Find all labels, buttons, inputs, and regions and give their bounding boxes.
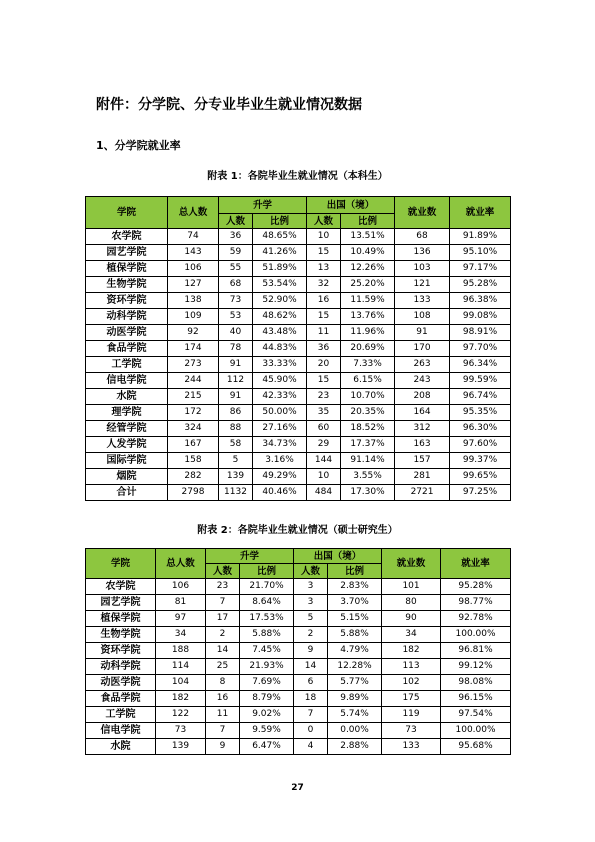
table2-master (85, 548, 511, 755)
cell-college: 生物学院 (86, 277, 168, 293)
cell-study-count: 59 (219, 245, 253, 261)
page-heading: 附件：分学院、分专业毕业生就业情况数据 (96, 97, 362, 113)
cell-abroad-count: 60 (307, 421, 341, 437)
table-row (86, 229, 511, 245)
cell-rate: 97.17% (450, 261, 511, 277)
cell-college: 理学院 (86, 405, 168, 421)
cell-study-ratio: 48.62% (253, 309, 307, 325)
cell-total: 109 (168, 309, 219, 325)
table-row (86, 261, 511, 277)
cell-abroad-count: 10 (307, 469, 341, 485)
cell-college: 动科学院 (86, 659, 156, 675)
cell-college: 动医学院 (86, 675, 156, 691)
table-row (86, 437, 511, 453)
cell-abroad-count: 16 (307, 293, 341, 309)
cell-abroad-ratio: 13.51% (341, 229, 395, 245)
cell-rate: 96.34% (450, 357, 511, 373)
cell-total: 104 (156, 675, 206, 691)
cell-college: 植保学院 (86, 261, 168, 277)
cell-employed: 243 (395, 373, 450, 389)
cell-total: 73 (156, 723, 206, 739)
table-row (86, 373, 511, 389)
cell-total: 182 (156, 691, 206, 707)
header-study-count: 人数 (219, 214, 253, 229)
cell-employed: 108 (395, 309, 450, 325)
cell-total: 81 (156, 595, 206, 611)
cell-employed: 101 (382, 579, 441, 595)
cell-study-count: 7 (206, 595, 240, 611)
cell-total: 143 (168, 245, 219, 261)
cell-employed: 80 (382, 595, 441, 611)
cell-study-ratio: 5.88% (240, 627, 294, 643)
cell-rate: 97.70% (450, 341, 511, 357)
cell-college: 信电学院 (86, 373, 168, 389)
cell-abroad-ratio: 0.00% (328, 723, 382, 739)
cell-total: 215 (168, 389, 219, 405)
cell-total: 172 (168, 405, 219, 421)
cell-study-count: 139 (219, 469, 253, 485)
table-row (86, 421, 511, 437)
header-rate: 就业率 (450, 197, 511, 229)
table-row (86, 325, 511, 341)
cell-study-count: 9 (206, 739, 240, 755)
cell-rate: 100.00% (441, 723, 511, 739)
cell-employed: 312 (395, 421, 450, 437)
cell-rate: 96.81% (441, 643, 511, 659)
cell-rate: 95.68% (441, 739, 511, 755)
cell-college: 资环学院 (86, 293, 168, 309)
cell-study-ratio: 9.02% (240, 707, 294, 723)
header-abroad-count: 人数 (307, 214, 341, 229)
cell-abroad-count: 36 (307, 341, 341, 357)
cell-employed: 164 (395, 405, 450, 421)
table-row (86, 293, 511, 309)
cell-rate: 99.59% (450, 373, 511, 389)
cell-college: 生物学院 (86, 627, 156, 643)
header-abroad-ratio: 比例 (341, 214, 395, 229)
cell-abroad-count: 4 (294, 739, 328, 755)
cell-abroad-ratio: 6.15% (341, 373, 395, 389)
cell-study-count: 53 (219, 309, 253, 325)
cell-study-count: 36 (219, 229, 253, 245)
cell-employed: 102 (382, 675, 441, 691)
table-row (86, 405, 511, 421)
cell-rate: 95.10% (450, 245, 511, 261)
cell-abroad-ratio: 13.76% (341, 309, 395, 325)
cell-study-ratio: 51.89% (253, 261, 307, 277)
table-row (86, 707, 511, 723)
cell-study-ratio: 41.26% (253, 245, 307, 261)
cell-college: 信电学院 (86, 723, 156, 739)
cell-study-ratio: 49.29% (253, 469, 307, 485)
header-total: 总人数 (168, 197, 219, 229)
cell-college: 植保学院 (86, 611, 156, 627)
cell-abroad-ratio: 12.26% (341, 261, 395, 277)
cell-total: 244 (168, 373, 219, 389)
cell-employed: 103 (395, 261, 450, 277)
table-row (86, 723, 511, 739)
cell-abroad-ratio: 91.14% (341, 453, 395, 469)
header-total: 总人数 (156, 549, 206, 579)
cell-employed: 133 (395, 293, 450, 309)
cell-college: 水院 (86, 739, 156, 755)
cell-study-count: 14 (206, 643, 240, 659)
cell-total: 127 (168, 277, 219, 293)
cell-rate: 99.08% (450, 309, 511, 325)
header-further-study: 升学 (219, 197, 307, 214)
cell-total: 139 (156, 739, 206, 755)
cell-total: 158 (168, 453, 219, 469)
cell-abroad-ratio: 7.33% (341, 357, 395, 373)
cell-abroad-ratio: 11.59% (341, 293, 395, 309)
cell-abroad-ratio: 17.37% (341, 437, 395, 453)
table1-caption: 附表 1：各院毕业生就业情况（本科生） (207, 171, 388, 182)
cell-study-ratio: 44.83% (253, 341, 307, 357)
cell-employed: 2721 (395, 485, 450, 501)
cell-total: 273 (168, 357, 219, 373)
cell-rate: 92.78% (441, 611, 511, 627)
cell-abroad-ratio: 10.49% (341, 245, 395, 261)
header-college: 学院 (86, 197, 168, 229)
cell-total: 188 (156, 643, 206, 659)
cell-study-ratio: 6.47% (240, 739, 294, 755)
cell-college: 动科学院 (86, 309, 168, 325)
cell-study-ratio: 8.79% (240, 691, 294, 707)
cell-abroad-count: 20 (307, 357, 341, 373)
cell-abroad-ratio: 11.96% (341, 325, 395, 341)
cell-rate: 91.89% (450, 229, 511, 245)
cell-abroad-count: 15 (307, 373, 341, 389)
cell-study-count: 5 (219, 453, 253, 469)
cell-study-ratio: 33.33% (253, 357, 307, 373)
cell-employed: 163 (395, 437, 450, 453)
cell-study-count: 55 (219, 261, 253, 277)
cell-rate: 99.65% (450, 469, 511, 485)
cell-study-ratio: 9.59% (240, 723, 294, 739)
cell-abroad-count: 0 (294, 723, 328, 739)
header-rate: 就业率 (441, 549, 511, 579)
cell-college: 人发学院 (86, 437, 168, 453)
cell-abroad-count: 23 (307, 389, 341, 405)
cell-rate: 98.91% (450, 325, 511, 341)
cell-abroad-ratio: 5.77% (328, 675, 382, 691)
table-row (86, 277, 511, 293)
cell-abroad-count: 7 (294, 707, 328, 723)
cell-abroad-ratio: 25.20% (341, 277, 395, 293)
table-row (86, 469, 511, 485)
cell-college: 经管学院 (86, 421, 168, 437)
cell-total: 106 (156, 579, 206, 595)
page-number: 27 (291, 783, 304, 793)
cell-employed: 157 (395, 453, 450, 469)
cell-study-count: 78 (219, 341, 253, 357)
cell-abroad-ratio: 2.83% (328, 579, 382, 595)
header-college: 学院 (86, 549, 156, 579)
cell-abroad-count: 3 (294, 579, 328, 595)
cell-employed: 91 (395, 325, 450, 341)
cell-college: 农学院 (86, 229, 168, 245)
cell-abroad-ratio: 5.88% (328, 627, 382, 643)
cell-college: 工学院 (86, 707, 156, 723)
cell-study-ratio: 7.45% (240, 643, 294, 659)
cell-total: 97 (156, 611, 206, 627)
header-abroad-count: 人数 (294, 564, 328, 579)
cell-study-count: 86 (219, 405, 253, 421)
cell-employed: 263 (395, 357, 450, 373)
cell-college: 动医学院 (86, 325, 168, 341)
cell-total: 74 (168, 229, 219, 245)
cell-college: 水院 (86, 389, 168, 405)
cell-rate: 98.77% (441, 595, 511, 611)
cell-study-count: 16 (206, 691, 240, 707)
header-study-ratio: 比例 (253, 214, 307, 229)
cell-total: 138 (168, 293, 219, 309)
cell-abroad-count: 144 (307, 453, 341, 469)
cell-employed: 113 (382, 659, 441, 675)
cell-rate: 95.35% (450, 405, 511, 421)
table-row (86, 579, 511, 595)
cell-study-ratio: 52.90% (253, 293, 307, 309)
cell-abroad-ratio: 5.15% (328, 611, 382, 627)
cell-study-count: 91 (219, 389, 253, 405)
cell-study-ratio: 42.33% (253, 389, 307, 405)
header-abroad: 出国（境） (307, 197, 395, 214)
cell-study-count: 25 (206, 659, 240, 675)
table-row (86, 389, 511, 405)
cell-college: 国际学院 (86, 453, 168, 469)
cell-study-count: 7 (206, 723, 240, 739)
cell-college: 食品学院 (86, 691, 156, 707)
cell-study-ratio: 7.69% (240, 675, 294, 691)
cell-study-count: 40 (219, 325, 253, 341)
cell-study-ratio: 40.46% (253, 485, 307, 501)
cell-abroad-ratio: 12.28% (328, 659, 382, 675)
header-abroad-ratio: 比例 (328, 564, 382, 579)
cell-study-ratio: 34.73% (253, 437, 307, 453)
cell-abroad-ratio: 20.69% (341, 341, 395, 357)
cell-employed: 68 (395, 229, 450, 245)
cell-abroad-ratio: 9.89% (328, 691, 382, 707)
cell-total: 34 (156, 627, 206, 643)
cell-college: 食品学院 (86, 341, 168, 357)
cell-abroad-count: 15 (307, 245, 341, 261)
cell-employed: 133 (382, 739, 441, 755)
cell-abroad-ratio: 18.52% (341, 421, 395, 437)
cell-employed: 208 (395, 389, 450, 405)
cell-abroad-count: 29 (307, 437, 341, 453)
cell-abroad-count: 2 (294, 627, 328, 643)
cell-abroad-count: 9 (294, 643, 328, 659)
header-study-ratio: 比例 (240, 564, 294, 579)
cell-total: 167 (168, 437, 219, 453)
cell-study-count: 58 (219, 437, 253, 453)
cell-rate: 97.25% (450, 485, 511, 501)
cell-study-ratio: 21.93% (240, 659, 294, 675)
table-row (86, 485, 511, 501)
header-study-count: 人数 (206, 564, 240, 579)
cell-study-ratio: 21.70% (240, 579, 294, 595)
cell-abroad-count: 6 (294, 675, 328, 691)
cell-rate: 100.00% (441, 627, 511, 643)
cell-abroad-count: 11 (307, 325, 341, 341)
cell-study-count: 88 (219, 421, 253, 437)
cell-study-ratio: 53.54% (253, 277, 307, 293)
cell-total: 2798 (168, 485, 219, 501)
table-row (86, 675, 511, 691)
cell-abroad-ratio: 17.30% (341, 485, 395, 501)
cell-abroad-ratio: 10.70% (341, 389, 395, 405)
cell-abroad-count: 15 (307, 309, 341, 325)
cell-study-count: 11 (206, 707, 240, 723)
cell-study-ratio: 8.64% (240, 595, 294, 611)
cell-rate: 95.28% (450, 277, 511, 293)
table-row (86, 453, 511, 469)
cell-study-count: 8 (206, 675, 240, 691)
table1-body (86, 229, 511, 501)
cell-college: 工学院 (86, 357, 168, 373)
table-row (86, 739, 511, 755)
cell-abroad-count: 3 (294, 595, 328, 611)
cell-study-count: 112 (219, 373, 253, 389)
cell-rate: 97.54% (441, 707, 511, 723)
cell-rate: 98.08% (441, 675, 511, 691)
cell-employed: 90 (382, 611, 441, 627)
cell-study-ratio: 50.00% (253, 405, 307, 421)
cell-employed: 73 (382, 723, 441, 739)
table2-body (86, 579, 511, 755)
cell-employed: 34 (382, 627, 441, 643)
cell-study-count: 91 (219, 357, 253, 373)
cell-study-ratio: 17.53% (240, 611, 294, 627)
cell-total: 106 (168, 261, 219, 277)
cell-college: 园艺学院 (86, 245, 168, 261)
table-row (86, 691, 511, 707)
section-title: 1、分学院就业率 (96, 139, 181, 152)
cell-abroad-count: 5 (294, 611, 328, 627)
cell-study-count: 73 (219, 293, 253, 309)
cell-abroad-count: 35 (307, 405, 341, 421)
cell-study-count: 68 (219, 277, 253, 293)
cell-employed: 136 (395, 245, 450, 261)
cell-abroad-count: 484 (307, 485, 341, 501)
table-row (86, 643, 511, 659)
cell-study-ratio: 3.16% (253, 453, 307, 469)
cell-college: 合计 (86, 485, 168, 501)
header-abroad: 出国（境） (294, 549, 382, 564)
cell-total: 174 (168, 341, 219, 357)
header-employed: 就业数 (395, 197, 450, 229)
cell-employed: 170 (395, 341, 450, 357)
header-further-study: 升学 (206, 549, 294, 564)
cell-abroad-ratio: 5.74% (328, 707, 382, 723)
table-row (86, 611, 511, 627)
cell-college: 资环学院 (86, 643, 156, 659)
table-row (86, 309, 511, 325)
cell-abroad-ratio: 20.35% (341, 405, 395, 421)
cell-study-count: 2 (206, 627, 240, 643)
cell-rate: 97.60% (450, 437, 511, 453)
cell-rate: 99.12% (441, 659, 511, 675)
cell-rate: 96.15% (441, 691, 511, 707)
cell-employed: 119 (382, 707, 441, 723)
cell-employed: 175 (382, 691, 441, 707)
cell-abroad-count: 13 (307, 261, 341, 277)
cell-study-ratio: 27.16% (253, 421, 307, 437)
cell-abroad-ratio: 4.79% (328, 643, 382, 659)
cell-abroad-count: 10 (307, 229, 341, 245)
cell-total: 114 (156, 659, 206, 675)
cell-rate: 95.28% (441, 579, 511, 595)
cell-study-count: 1132 (219, 485, 253, 501)
cell-college: 园艺学院 (86, 595, 156, 611)
table-row (86, 627, 511, 643)
table-row (86, 659, 511, 675)
cell-total: 122 (156, 707, 206, 723)
cell-study-count: 23 (206, 579, 240, 595)
header-employed: 就业数 (382, 549, 441, 579)
table-row (86, 357, 511, 373)
cell-rate: 99.37% (450, 453, 511, 469)
cell-rate: 96.30% (450, 421, 511, 437)
cell-employed: 182 (382, 643, 441, 659)
cell-employed: 121 (395, 277, 450, 293)
cell-abroad-count: 32 (307, 277, 341, 293)
table-row (86, 595, 511, 611)
cell-college: 农学院 (86, 579, 156, 595)
cell-abroad-ratio: 3.70% (328, 595, 382, 611)
cell-abroad-ratio: 2.88% (328, 739, 382, 755)
cell-abroad-count: 18 (294, 691, 328, 707)
table2-caption: 附表 2：各院毕业生就业情况（硕士研究生） (197, 525, 398, 536)
cell-abroad-ratio: 3.55% (341, 469, 395, 485)
cell-abroad-count: 14 (294, 659, 328, 675)
cell-rate: 96.74% (450, 389, 511, 405)
cell-total: 282 (168, 469, 219, 485)
table-row (86, 341, 511, 357)
cell-study-count: 17 (206, 611, 240, 627)
table-row (86, 245, 511, 261)
cell-study-ratio: 45.90% (253, 373, 307, 389)
cell-total: 92 (168, 325, 219, 341)
cell-study-ratio: 48.65% (253, 229, 307, 245)
cell-rate: 96.38% (450, 293, 511, 309)
cell-college: 烟院 (86, 469, 168, 485)
cell-employed: 281 (395, 469, 450, 485)
cell-study-ratio: 43.48% (253, 325, 307, 341)
table1-undergraduate (85, 196, 511, 501)
cell-total: 324 (168, 421, 219, 437)
